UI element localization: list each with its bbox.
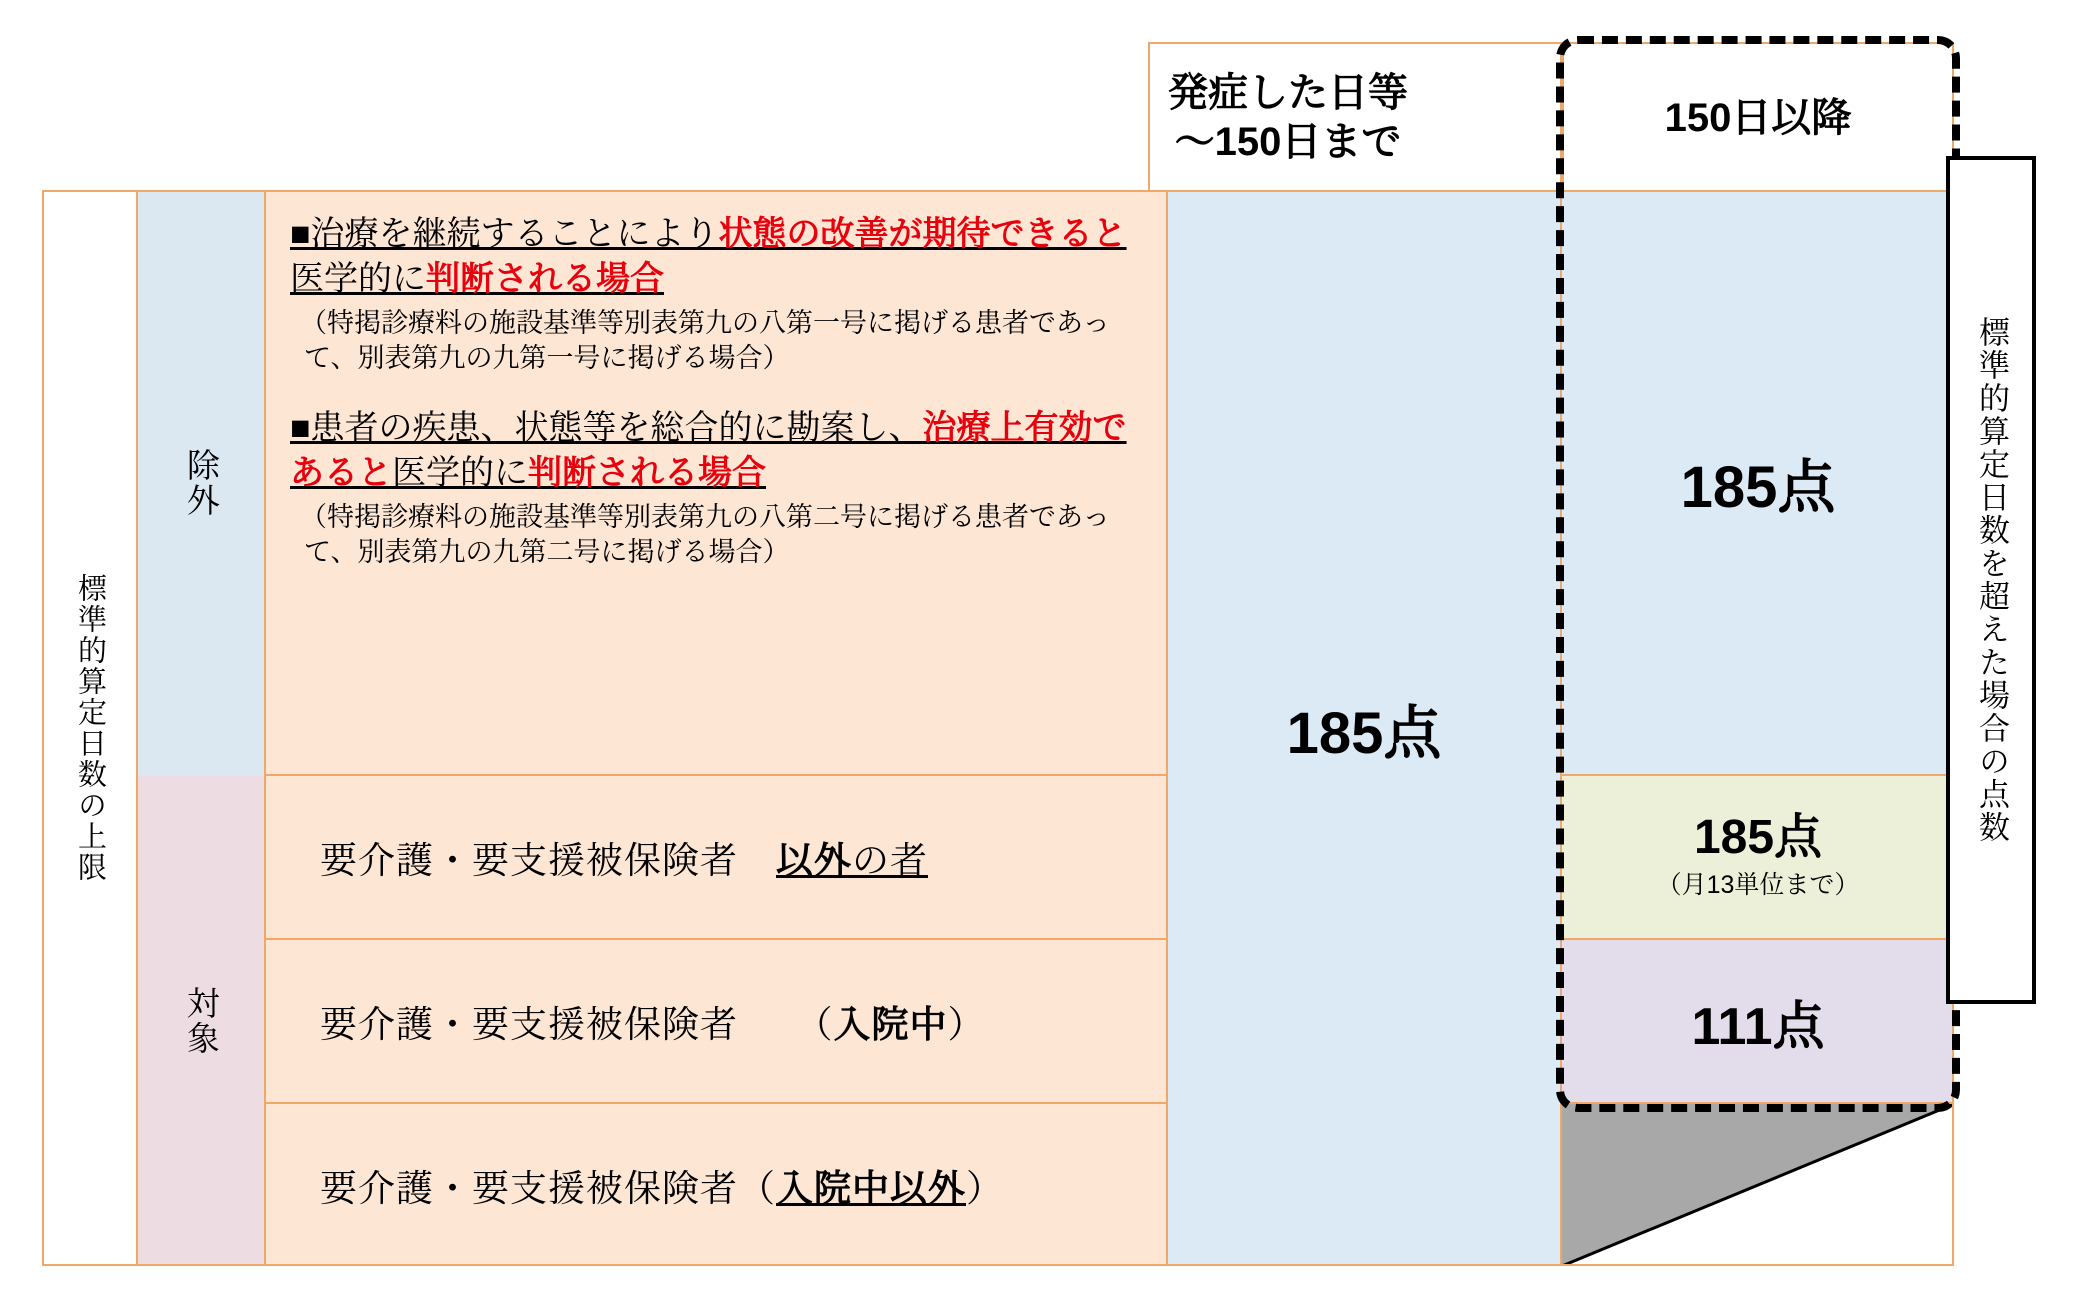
exclude-item-2-plain-prefix: 患者の疾患、状態等を総合的に勘案し、 xyxy=(310,408,923,447)
exclude-item-1-plain-mid: 医学的に xyxy=(290,259,426,298)
bullet-square-icon: ■ xyxy=(290,408,311,447)
target-row-2-emphasis: 入院中 xyxy=(833,1004,948,1045)
header-after-150days: 150日以降 xyxy=(1562,42,1954,194)
target-row-3-suffix: ） xyxy=(966,1168,1004,1209)
category-exclude-label: 除外 xyxy=(182,448,220,518)
header-before-line1: 発症した日等 xyxy=(1168,71,1408,116)
left-axis-label: 標準的算定日数の上限 xyxy=(73,573,106,883)
after-150days-row2-value-cell: 111点 xyxy=(1562,940,1954,1104)
exclude-item-1-red-2: 判断される場合 xyxy=(426,259,664,298)
after-150days-row1-note: （月13単位まで） xyxy=(1656,871,1860,900)
target-row-3-emphasis: 入院中以外 xyxy=(776,1168,966,1209)
target-row-1-prefix: 要介護・要支援被保険者 xyxy=(320,840,776,881)
header-before-150days xyxy=(1148,42,1562,194)
category-target-label: 対象 xyxy=(182,986,220,1056)
exclude-item-1-note: （特掲診療料の施設基準等別表第九の八第一号に掲げる患者であって、別表第九の九第一号に掲げる場合） xyxy=(300,307,1110,373)
target-row-1-emphasis: 以外 xyxy=(776,840,852,881)
right-note-box xyxy=(1946,156,2036,1004)
after-150days-exclude-value-cell: 185点 xyxy=(1562,190,1954,776)
table-outer-frame xyxy=(42,190,1954,1266)
target-row-1-suffix: の者 xyxy=(852,840,928,881)
target-row-2-suffix: ） xyxy=(947,1004,986,1045)
after-150days-row1-value: 185点 xyxy=(1693,810,1823,864)
right-note-text: 標準的算定日数を超えた場合の点数 xyxy=(1974,316,2010,844)
exclude-item-1-red-1: 状態の改善が期待できると xyxy=(718,215,1127,253)
exclude-item-2-red-2: 判断される場合 xyxy=(528,453,766,492)
bullet-square-icon: ■ xyxy=(290,215,311,253)
target-row-3-prefix: 要介護・要支援被保険者（ xyxy=(320,1168,776,1209)
exclude-item-1-plain-prefix: 治療を継続することにより xyxy=(310,215,719,253)
exclude-item-2-red-1: 治療上有効であると xyxy=(290,408,1127,492)
target-row-2-prefix: 要介護・要支援被保険者 （ xyxy=(320,1004,834,1045)
exclude-item-2-plain-mid: 医学的に xyxy=(392,453,528,492)
before-150days-value-cell: 185点 xyxy=(1168,190,1562,1266)
header-before-line2: ～150日まで xyxy=(1174,120,1402,164)
exclude-item-2-note: （特掲診療料の施設基準等別表第九の八第二号に掲げる患者であって、別表第九の九第二号に掲げる場合） xyxy=(300,501,1110,567)
